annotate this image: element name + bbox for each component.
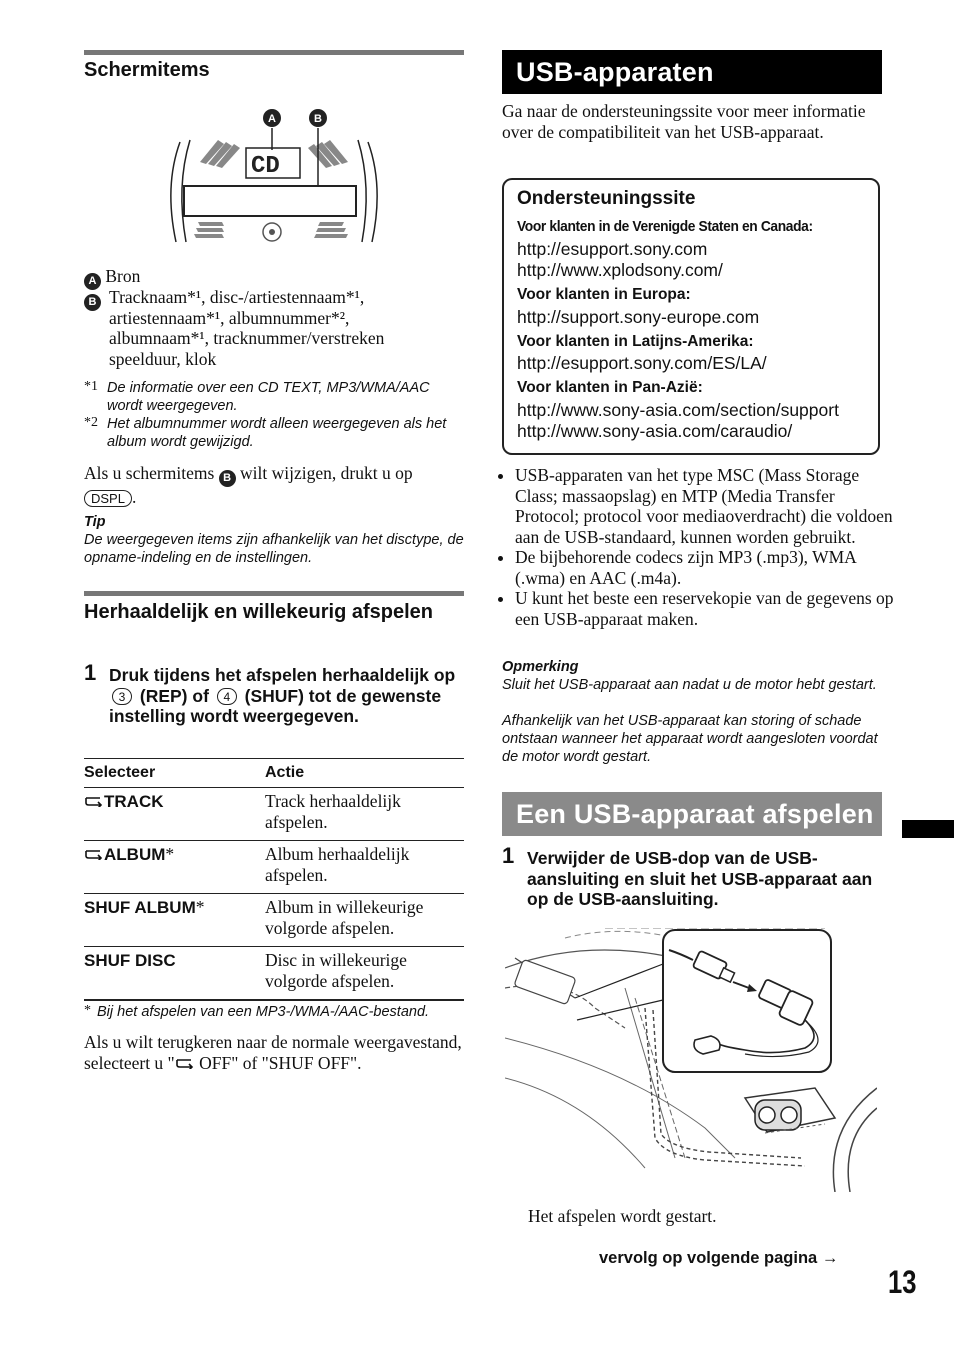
item-b-text: Tracknaam*¹, disc-/artiestennaam*¹, artiestennaam*¹, albumnummer*², albumnaam*¹, tracknummer/verstreken speelduur, klok [109,287,385,369]
option-star: * [195,897,205,917]
table-row [84,788,464,841]
note-label: Opmerking [502,659,579,675]
eu-url[interactable]: http://support.sony-europe.com [517,307,760,327]
usb-bullet-list [502,465,895,629]
repeat-step-text [109,665,465,727]
change-display-paragraph [84,463,464,507]
section-rule [84,50,464,55]
dspl-key: DSPL [84,490,132,507]
table-footnote-mark: * [84,1003,91,1018]
table-row [84,894,464,947]
table-header-row [84,759,464,788]
table-row [84,947,464,1001]
option-action: Album herhaaldelijk afspelen. [265,841,464,894]
footnote-2-mark: *2 [84,415,98,430]
tip-label: Tip [84,514,106,530]
display-panel-illustration [160,106,388,248]
section-rule [84,591,464,596]
option-label: SHUF DISC [84,951,176,970]
support-box-title: Ondersteuningssite [517,188,696,209]
col-action: Actie [265,759,464,788]
section-tab-marker [902,820,954,838]
schermitems-heading: Schermitems [84,59,210,81]
item-a-marker: A [84,273,101,290]
arrow-right-icon: → [821,1249,839,1267]
table-footnote-text: Bij het afspelen van een MP3-/WMA-/AAC-bestand. [97,1004,430,1020]
usb-section-title: USB-apparaten [502,50,882,94]
display-text: CD [251,153,280,180]
play-step-text: Verwijder de USB-dop van de USB-aansluiting en sluit het USB-apparaat aan op de USB-aansluiting. [527,848,873,909]
footnote-1-text: De informatie over een CD TEXT, MP3/WMA/AAC wordt weergegeven. [107,380,430,414]
change-text-2: wilt wijzigen, drukt u op [240,463,413,483]
list-item: • De bijbehorende codecs zijn MP3 (.mp3), WMA (.wma) en AAC (.m4a). [515,547,895,588]
continue-note [599,1249,838,1268]
callout-a: A [268,113,276,125]
us-url-1[interactable]: http://esupport.sony.com [517,239,708,259]
return-text-1: Als u wilt terugkeren naar de normale weergavestand, selecteert u " [84,1032,462,1073]
return-text-2: OFF" of "SHUF OFF". [194,1052,362,1073]
page-number: 13 [888,1264,917,1300]
tip-text: De weergegeven items zijn afhankelijk van het disctype, de opname-indeling en de instellingen. [84,532,464,566]
usb-connection-illustration [505,928,877,1192]
footnote-1-mark: *1 [84,379,98,394]
list-item: • USB-apparaten van het type MSC (Mass Storage Class; massaopslag) en MTP (Media Transfer Protocol; protocol voor mediaoverdracht) die voldoen aan de USB-standaard, kunnen worden gebruikt. [515,465,895,547]
change-text-1: Als u schermitems [84,463,215,483]
asia-url-2[interactable]: http://www.sony-asia.com/caraudio/ [517,421,793,441]
list-item: • U kunt het beste een reservekopie van de gegevens op een USB-apparaat maken. [515,588,895,629]
step-text-2: (REP) of [139,685,209,706]
support-site-box [502,178,880,455]
step-text-1: Druk tijdens het afspelen herhaaldelijk op [109,665,456,685]
repeat-icon [84,845,104,864]
return-paragraph [84,1032,464,1073]
footnote-2-text: Het albumnummer wordt alleen weergegeven als het album wordt gewijzigd. [107,416,447,450]
play-result: Het afspelen wordt gestart. [528,1206,717,1226]
table-row [84,841,464,894]
step-number: 1 [502,843,515,868]
option-action: Disc in willekeurige volgorde afspelen. [265,947,464,1001]
usb-intro: Ga naar de ondersteuningssite voor meer informatie over de compatibiliteit van het USB-apparaat. [502,101,866,142]
asia-label: Voor klanten in Pan-Azië: [517,379,703,396]
option-label: ALBUM [104,845,166,864]
note-1: Sluit het USB-apparaat aan nadat u de motor hebt gestart. [502,677,877,693]
item-a-text: Bron [105,266,141,286]
item-b-marker: B [84,294,101,311]
eu-label: Voor klanten in Europa: [517,286,691,303]
option-label: SHUF ALBUM [84,898,196,917]
item-b-marker-wrap [84,287,104,311]
change-marker-b: B [219,470,236,487]
la-label: Voor klanten in Latijns-Amerika: [517,333,754,350]
us-label: Voor klanten in de Verenigde Staten en Canada: [517,218,813,235]
repeat-options-table [84,758,464,1001]
col-select: Selecteer [84,759,265,788]
option-action: Track herhaaldelijk afspelen. [265,788,464,841]
repeat-heading: Herhaaldelijk en willekeurig afspelen [84,601,434,623]
us-url-2[interactable]: http://www.xplodsony.com/ [517,260,723,280]
key-4: 4 [217,688,237,705]
callout-b: B [314,113,322,125]
change-text-end: . [131,486,137,507]
la-url[interactable]: http://esupport.sony.com/ES/LA/ [517,353,767,373]
play-section-title: Een USB-apparaat afspelen [502,792,882,836]
repeat-icon [175,1053,195,1073]
option-star: * [165,844,175,864]
step-text-3: (SHUF) tot de gewenste instelling wordt weergegeven. [109,685,442,726]
continue-text: vervolg op volgende pagina [599,1249,818,1267]
repeat-icon [84,792,104,811]
option-label: TRACK [104,792,164,811]
option-action: Album in willekeurige volgorde afspelen. [265,894,464,947]
asia-url-1[interactable]: http://www.sony-asia.com/section/support [517,400,839,420]
key-3: 3 [112,688,132,705]
step-number: 1 [84,660,97,685]
note-2: Afhankelijk van het USB-apparaat kan storing of schade ontstaan wanneer het apparaat wordt aangesloten voordat de motor wordt gestart. [502,713,878,765]
